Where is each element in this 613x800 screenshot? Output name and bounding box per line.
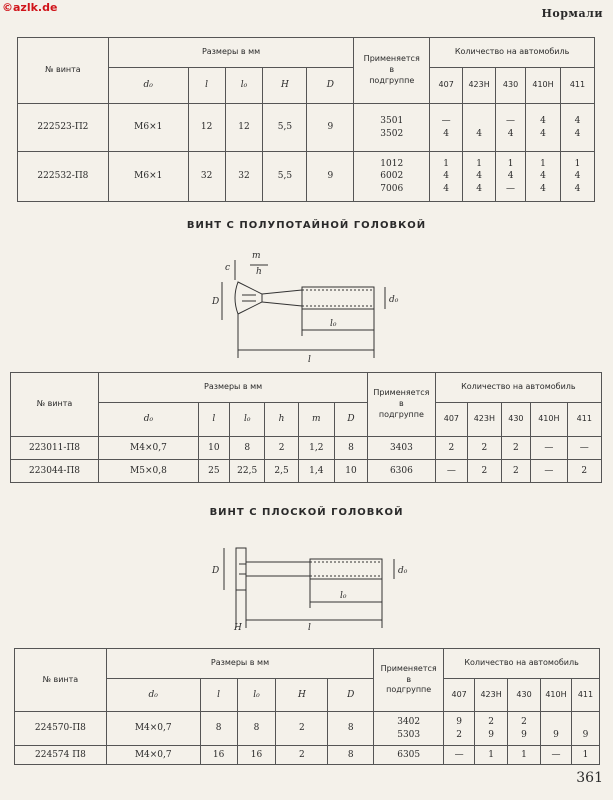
cell-d0: М5×0,8 (99, 460, 199, 483)
cell-qty: — (567, 437, 601, 460)
watermark: ©azlk.de (2, 1, 58, 14)
cell-d0: М6×1 (108, 104, 188, 152)
cell-qty: 4 (463, 104, 496, 152)
cell-qty: 2 (435, 437, 467, 460)
cell-l0: 22,5 (229, 460, 264, 483)
cell-qty: — (531, 460, 567, 483)
cell-screw-no: 223044-П8 (11, 460, 99, 483)
cell-h: 2 (265, 437, 298, 460)
cell-qty: 1 4 — (496, 152, 526, 202)
header-model: 430 (501, 403, 530, 437)
screw-head-outline (235, 282, 262, 314)
header-D: D (334, 403, 367, 437)
table-row (15, 746, 600, 765)
cell-D: 8 (334, 437, 367, 460)
cell-D: 8 (328, 746, 374, 765)
header-model: 407 (435, 403, 467, 437)
header-H: H (276, 679, 328, 712)
cell-l: 12 (188, 104, 225, 152)
cell-l: 25 (198, 460, 229, 483)
header-screw-no: № винта (11, 373, 99, 437)
cell-qty: 9 (571, 712, 599, 746)
label-l: l (308, 355, 311, 365)
label-l: l (308, 623, 311, 633)
cell-group: 6305 (374, 746, 444, 765)
cell-groups: 1012 6002 7006 (354, 152, 430, 202)
cell-l: 32 (188, 152, 225, 202)
cell-l0: 16 (237, 746, 276, 765)
cell-qty: 2 (501, 437, 530, 460)
cell-qty: 2 (468, 460, 502, 483)
cell-m: 1,2 (298, 437, 334, 460)
cell-qty: 4 4 (526, 104, 561, 152)
cell-qty: 1 (508, 746, 541, 765)
header-model: 411 (567, 403, 601, 437)
cell-m: 1,4 (298, 460, 334, 483)
cell-qty: 9 (541, 712, 572, 746)
cell-qty: 2 9 (508, 712, 541, 746)
header-h: h (265, 403, 298, 437)
header-model: 423Н (468, 403, 502, 437)
header-model: 410Н (526, 68, 561, 104)
screw-head-outline (236, 548, 246, 590)
header-screw-no: № винта (15, 649, 107, 712)
header-D: D (307, 68, 354, 104)
cell-d0: М6×1 (108, 152, 188, 202)
header-model: 411 (571, 679, 599, 712)
table-1 (17, 37, 595, 202)
header-l0: l₀ (229, 403, 264, 437)
cell-screw-no: 224570-П8 (15, 712, 107, 746)
cell-l: 10 (198, 437, 229, 460)
cell-H: 2 (276, 712, 328, 746)
label-H: H (234, 623, 242, 633)
header-l: l (188, 68, 225, 104)
cell-H: 5,5 (263, 152, 307, 202)
label-D: D (212, 566, 220, 576)
header-screw-no: № винта (18, 38, 109, 104)
section-title: Нормали (541, 7, 603, 20)
cell-qty: 1 (475, 746, 508, 765)
label-l0: l₀ (330, 319, 337, 329)
cell-qty: — 4 (430, 104, 463, 152)
header-model: 407 (444, 679, 475, 712)
header-l0: l₀ (237, 679, 276, 712)
cell-qty: — (435, 460, 467, 483)
header-model: 410Н (531, 403, 567, 437)
header-D: D (328, 679, 374, 712)
cell-qty: — 4 (496, 104, 526, 152)
header-l: l (198, 403, 229, 437)
header-qty: Количество на автомобиль (444, 649, 600, 679)
flat-head-screw-drawing (200, 528, 420, 633)
cell-qty: 2 (567, 460, 601, 483)
cell-qty: 9 2 (444, 712, 475, 746)
header-d0: d₀ (99, 403, 199, 437)
header-H: H (263, 68, 307, 104)
cell-groups: 3402 5303 (374, 712, 444, 746)
cell-screw-no: 223011-П8 (11, 437, 99, 460)
header-l: l (200, 679, 237, 712)
label-d0: d₀ (398, 566, 408, 576)
cell-qty: 1 4 4 (560, 152, 594, 202)
table-row (11, 460, 602, 483)
header-dims: Размеры в мм (108, 38, 353, 68)
cell-qty: — (531, 437, 567, 460)
cell-groups: 3501 3502 (354, 104, 430, 152)
header-dims: Размеры в мм (106, 649, 373, 679)
cell-l0: 8 (237, 712, 276, 746)
cell-qty: 2 (501, 460, 530, 483)
header-qty: Количество на автомобиль (430, 38, 595, 68)
title-flat-head-screw: ВИНТ С ПЛОСКОЙ ГОЛОВКОЙ (209, 507, 404, 518)
label-D: D (212, 297, 220, 307)
cell-qty: 1 (571, 746, 599, 765)
cell-l: 16 (200, 746, 237, 765)
cell-qty: 2 9 (475, 712, 508, 746)
cell-qty: — (541, 746, 572, 765)
cell-D: 8 (328, 712, 374, 746)
label-l0: l₀ (340, 591, 347, 601)
header-l0: l₀ (225, 68, 263, 104)
cell-l0: 8 (229, 437, 264, 460)
header-model: 407 (430, 68, 463, 104)
cell-qty: 1 4 4 (463, 152, 496, 202)
header-d0: d₀ (106, 679, 200, 712)
table-row (11, 437, 602, 460)
table-2 (10, 372, 602, 483)
cell-qty: 4 4 (560, 104, 594, 152)
cell-qty: 1 4 4 (526, 152, 561, 202)
header-applied: Применяется в подгруппе (374, 649, 444, 712)
header-model: 430 (508, 679, 541, 712)
cell-qty: 1 4 4 (430, 152, 463, 202)
cell-D: 10 (334, 460, 367, 483)
title-countersunk-screw: ВИНТ С ПОЛУПОТАЙНОЙ ГОЛОВКОЙ (186, 220, 427, 231)
label-d0: d₀ (389, 295, 399, 305)
cell-l0: 32 (225, 152, 263, 202)
cell-group: 3403 (368, 437, 436, 460)
cell-qty: — (444, 746, 475, 765)
header-model: 423Н (475, 679, 508, 712)
header-qty: Количество на автомобиль (435, 373, 601, 403)
cell-d0: М4×0,7 (99, 437, 199, 460)
header-m: m (298, 403, 334, 437)
table-row (18, 104, 595, 152)
header-model: 430 (496, 68, 526, 104)
cell-qty: 2 (468, 437, 502, 460)
cell-H: 5,5 (263, 104, 307, 152)
header-model: 423Н (463, 68, 496, 104)
countersunk-screw-drawing (190, 240, 420, 365)
cell-group: 6306 (368, 460, 436, 483)
label-c: c (225, 263, 231, 273)
cell-D: 9 (307, 104, 354, 152)
header-model: 411 (560, 68, 594, 104)
cell-D: 9 (307, 152, 354, 202)
page-number: 361 (576, 770, 603, 786)
cell-l0: 12 (225, 104, 263, 152)
table-row (18, 152, 595, 202)
screw-shank (262, 290, 302, 294)
cell-h: 2,5 (265, 460, 298, 483)
cell-d0: М4×0,7 (106, 746, 200, 765)
header-dims: Размеры в мм (99, 373, 368, 403)
table-3 (14, 648, 600, 765)
cell-l: 8 (200, 712, 237, 746)
cell-screw-no: 222532-П8 (18, 152, 109, 202)
label-m: m (252, 251, 261, 261)
header-model: 410Н (541, 679, 572, 712)
header-d0: d₀ (108, 68, 188, 104)
table-row (15, 712, 600, 746)
label-h: h (256, 267, 262, 277)
header-applied: Применяется в подгруппе (368, 373, 436, 437)
cell-screw-no: 224574 П8 (15, 746, 107, 765)
cell-screw-no: 222523-П2 (18, 104, 109, 152)
header-applied: Применяется в подгруппе (354, 38, 430, 104)
cell-H: 2 (276, 746, 328, 765)
cell-d0: М4×0,7 (106, 712, 200, 746)
